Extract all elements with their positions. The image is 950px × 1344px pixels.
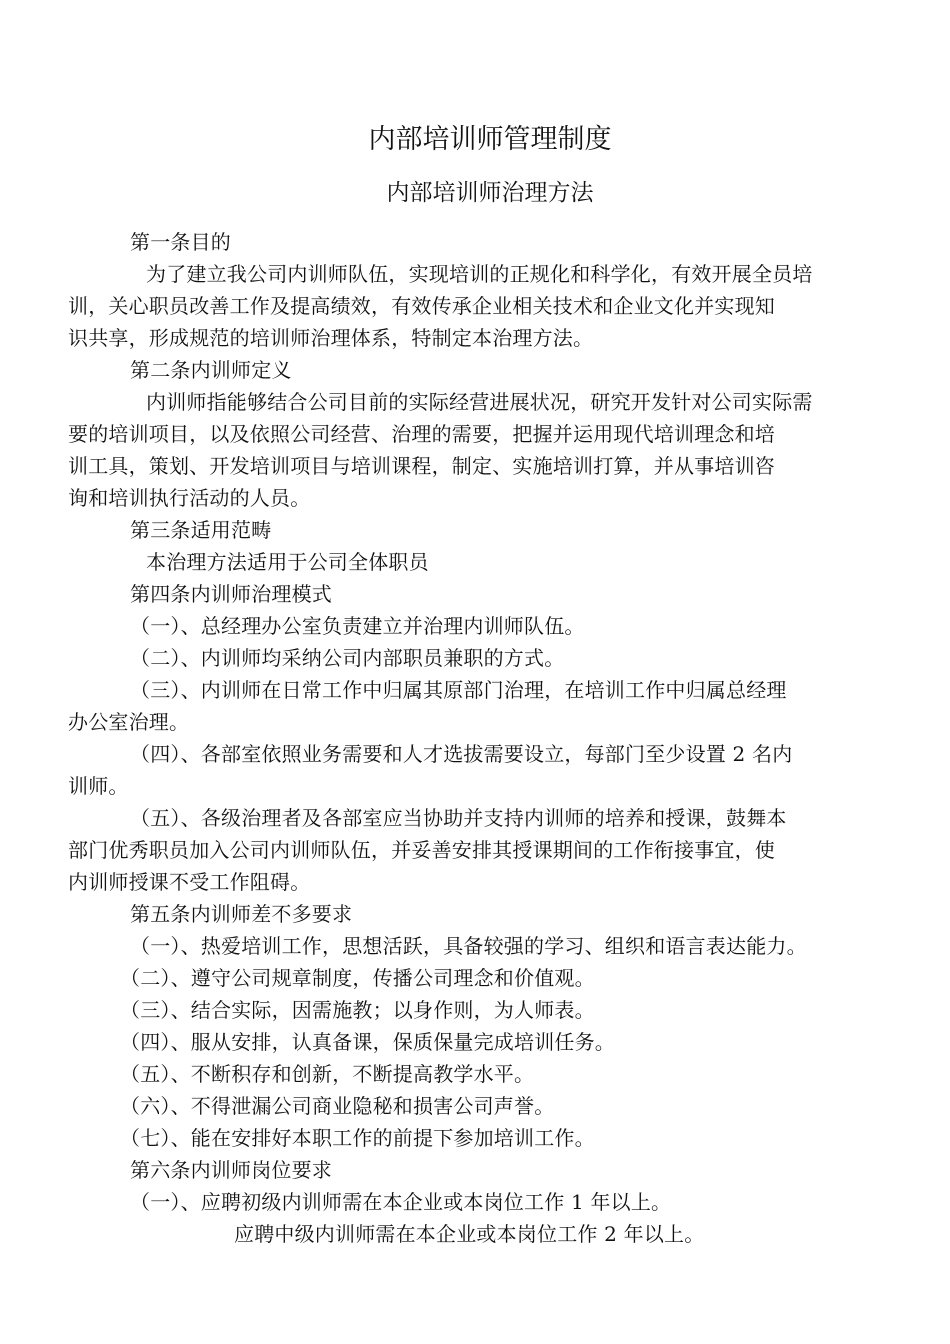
list-item: （四）、各部室依照业务需要和人才选拔需要设立，每部门至少设置 2 名内 bbox=[130, 742, 793, 766]
paragraph-line: 本治理方法适用于公司全体职员 bbox=[146, 550, 429, 574]
paragraph-line: 为了建立我公司内训师队伍，实现培训的正规化和科学化，有效开展全员培 bbox=[146, 262, 813, 286]
list-item: （五）、各级治理者及各部室应当协助并支持内训师的培养和授课，鼓舞本 bbox=[130, 806, 787, 830]
list-item: （四）、服从安排，认真备课，保质保量完成培训任务。 bbox=[120, 1030, 615, 1054]
list-item: （二）、遵守公司规章制度，传播公司理念和价值观。 bbox=[120, 966, 595, 990]
list-item: （六）、不得泄漏公司商业隐秘和损害公司声誉。 bbox=[120, 1094, 555, 1118]
article-5-heading: 第五条内训师差不多要求 bbox=[130, 902, 353, 926]
list-item-continuation: 办公室治理。 bbox=[68, 710, 190, 734]
list-item: （一）、热爱培训工作，思想活跃，具备较强的学习、组织和语言表达能力。 bbox=[130, 934, 807, 958]
paragraph-line: 训工具，策划、开发培训项目与培训课程，制定、实施培训打算，并从事培训咨 bbox=[68, 454, 775, 478]
article-1-heading: 第一条目的 bbox=[130, 230, 231, 254]
paragraph-line: 训，关心职员改善工作及提高绩效，有效传承企业相关技术和企业文化并实现知 bbox=[68, 294, 775, 318]
list-item: （三）、结合实际，因需施教；以身作则，为人师表。 bbox=[120, 998, 595, 1022]
list-item: （三）、内训师在日常工作中归属其原部门治理，在培训工作中归属总经理 bbox=[130, 678, 787, 702]
list-item-continuation: 内训师授课不受工作阻碍。 bbox=[68, 870, 311, 894]
list-item: （七）、能在安排好本职工作的前提下参加培训工作。 bbox=[120, 1126, 595, 1150]
document-subtitle: 内部培训师治理方法 bbox=[386, 180, 594, 206]
article-4-heading: 第四条内训师治理模式 bbox=[130, 582, 332, 606]
document-title: 内部培训师管理制度 bbox=[368, 124, 612, 155]
list-item: 应聘中级内训师需在本企业或本岗位工作 2 年以上。 bbox=[234, 1222, 705, 1246]
list-item: （五）、不断积存和创新，不断提高教学水平。 bbox=[120, 1062, 535, 1086]
article-6-heading: 第六条内训师岗位要求 bbox=[130, 1158, 332, 1182]
article-2-heading: 第二条内训师定义 bbox=[130, 358, 292, 382]
list-item: （一）、应聘初级内训师需在本企业或本岗位工作 1 年以上。 bbox=[130, 1190, 672, 1214]
paragraph-line: 内训师指能够结合公司目前的实际经营进展状况，研究开发针对公司实际需 bbox=[146, 390, 813, 414]
list-item-continuation: 部门优秀职员加入公司内训师队伍，并妥善安排其授课期间的工作衔接事宜，使 bbox=[68, 838, 775, 862]
article-3-heading: 第三条适用范畴 bbox=[130, 518, 272, 542]
paragraph-line: 识共享，形成规范的培训师治理体系，特制定本治理方法。 bbox=[68, 326, 594, 350]
paragraph-line: 要的培训项目，以及依照公司经营、治理的需要，把握并运用现代培训理念和培 bbox=[68, 422, 775, 446]
list-item: （一）、总经理办公室负责建立并治理内训师队伍。 bbox=[130, 614, 585, 638]
list-item: （二）、内训师均采纳公司内部职员兼职的方式。 bbox=[130, 646, 565, 670]
paragraph-line: 询和培训执行活动的人员。 bbox=[68, 486, 311, 510]
list-item-continuation: 训师。 bbox=[68, 774, 129, 798]
